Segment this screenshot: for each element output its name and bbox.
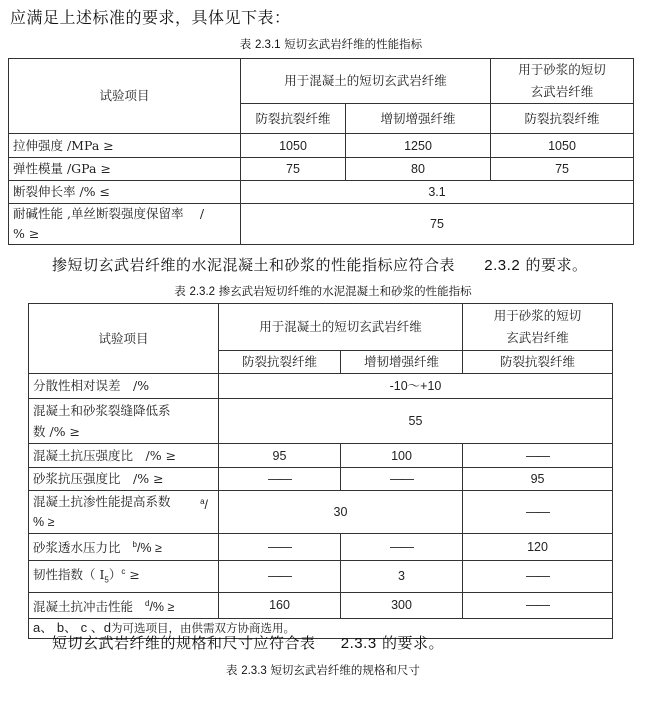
- row-label: [29, 561, 219, 593]
- cell-value: 1050: [241, 134, 346, 158]
- subscript: 5: [104, 575, 109, 585]
- row-label-mid: ）: [108, 567, 122, 583]
- table-row: [9, 158, 634, 181]
- row-label-tail: /% ≥: [136, 541, 162, 556]
- table-row: [9, 181, 634, 204]
- row-label-suffix: [200, 491, 208, 516]
- cell-value: ——: [219, 534, 341, 561]
- footnote-marker: d: [145, 598, 150, 608]
- header-sub-crack-resistant: 防裂抗裂纤维: [241, 104, 346, 134]
- row-label: 分散性相对误差 /%: [29, 374, 219, 399]
- row-label-line1: 耐碱性能 ,单丝断裂强度保留率 /: [13, 206, 205, 221]
- row-label: 砂浆抗压强度比 /% ≥: [29, 468, 219, 491]
- cell-value: 1250: [346, 134, 491, 158]
- cell-value-merged: 55: [219, 399, 613, 444]
- table-row: [29, 444, 613, 468]
- row-label: [29, 534, 219, 561]
- table-row: [29, 491, 613, 534]
- cell-value: ——: [219, 561, 341, 593]
- cell-value: 75: [491, 158, 634, 181]
- cell-value: ——: [341, 534, 463, 561]
- cell-value: 95: [463, 468, 613, 491]
- cell-value: 1050: [491, 134, 634, 158]
- row-label-line1: 混凝土和砂浆裂缝降低系: [33, 403, 171, 418]
- paragraph-text: 掺短切玄武岩纤维的水泥混凝土和砂浆的性能指标应符合表: [52, 256, 456, 274]
- row-label: [29, 592, 219, 618]
- cell-value: ——: [463, 561, 613, 593]
- caption-number: 2.3.3: [241, 665, 267, 677]
- header-concrete-group: 用于混凝土的短切玄武岩纤维: [241, 59, 491, 104]
- header-mortar-group: [491, 59, 634, 104]
- caption-number: 2.3.2: [189, 286, 216, 298]
- table2-caption: [0, 283, 654, 299]
- table-row: [29, 374, 613, 399]
- footnote-marker: a: [200, 497, 205, 506]
- header-sub-toughening: 增韧增强纤维: [341, 351, 463, 374]
- cell-value: ——: [341, 468, 463, 491]
- cell-value: ——: [463, 444, 613, 468]
- table-row: [9, 134, 634, 158]
- cell-value: 300: [341, 592, 463, 618]
- row-label-tail: ≥: [125, 567, 140, 583]
- footnote-marker: c: [121, 567, 126, 576]
- cell-value-merged: -10～+10: [219, 374, 613, 399]
- header-sub-crack-resistant: 防裂抗裂纤维: [219, 351, 341, 374]
- paragraph-text: 短切玄武岩纤维的规格和尺寸应符合表: [52, 634, 316, 652]
- cell-value: ——: [463, 592, 613, 618]
- caption-title: 短切玄武岩纤维的规格和尺寸: [270, 663, 420, 677]
- header-mortar-line2: 玄武岩纤维: [530, 84, 594, 99]
- header-test-item: 试验项目: [29, 304, 219, 374]
- intro-paragraph: [10, 5, 291, 28]
- table-row: [29, 468, 613, 491]
- cell-value: 95: [219, 444, 341, 468]
- row-label: 断裂伸长率 /% ≤: [9, 181, 241, 204]
- cell-value: 80: [346, 158, 491, 181]
- header-sub-crack-resistant-mortar: 防裂抗裂纤维: [491, 104, 634, 134]
- cell-value: 160: [219, 592, 341, 618]
- row-label: [29, 399, 219, 444]
- table3-caption: [0, 662, 654, 678]
- footnote-text: 为可选项目，由供需双方协商选用。: [111, 621, 296, 636]
- row-label-line2: % ≥: [33, 515, 55, 529]
- row-label-text: 砂浆透水压力比: [33, 540, 121, 556]
- caption-title: 短切玄武岩纤维的性能指标: [284, 37, 423, 51]
- paragraph-table2-reference: [52, 254, 587, 275]
- caption-title: 掺玄武岩短切纤维的水泥混凝土和砂浆的性能指标: [218, 284, 472, 298]
- header-sub-crack-resistant-mortar: 防裂抗裂纤维: [463, 351, 613, 374]
- paragraph-suffix: 的要求。: [525, 256, 588, 274]
- cell-value-merged: 75: [241, 204, 634, 245]
- footnote-letters: a、 b、 c 、d: [33, 620, 112, 636]
- table2-concrete-mortar-performance: [28, 303, 613, 639]
- row-label-text: 混凝土抗冲击性能: [33, 598, 134, 614]
- table-row: [29, 561, 613, 593]
- cell-value-merged: 3.1: [241, 181, 634, 204]
- cell-value-merged: 30: [219, 491, 463, 534]
- row-label-text: 混凝土抗渗性能提高系数: [33, 494, 171, 509]
- caption-prefix: 表: [239, 37, 252, 51]
- caption-prefix: 表: [226, 663, 238, 677]
- row-label-tail: /: [204, 498, 208, 513]
- footnote-marker: b: [132, 540, 137, 550]
- header-mortar-line2: 玄武岩纤维: [506, 330, 569, 345]
- table-reference: 2.3.2: [484, 257, 521, 274]
- caption-number: 2.3.1: [254, 39, 281, 51]
- row-label: [9, 204, 241, 245]
- header-test-item: 试验项目: [9, 59, 241, 134]
- cell-value: ——: [463, 491, 613, 534]
- table1-caption: [0, 36, 662, 52]
- table-row: [9, 204, 634, 245]
- row-label: [29, 491, 219, 534]
- table-row: [29, 592, 613, 618]
- row-label-line1: [33, 491, 214, 512]
- row-label: 拉伸强度 /MPa ≥: [9, 134, 241, 158]
- row-label: 混凝土抗压强度比 /% ≥: [29, 444, 219, 468]
- cell-value: ——: [219, 468, 341, 491]
- paragraph-suffix: 的要求。: [381, 634, 444, 652]
- row-label-line2: 数 /% ≥: [33, 424, 81, 439]
- table-row: [29, 399, 613, 444]
- header-concrete-group: 用于混凝土的短切玄武岩纤维: [219, 304, 463, 351]
- cell-value: 120: [463, 534, 613, 561]
- intro-text: 应满足上述标准的要求，具体见下表：: [10, 8, 291, 27]
- row-label-text: 韧性指数（ I: [33, 567, 105, 583]
- table-reference: 2.3.3: [340, 635, 377, 652]
- header-sub-toughening: 增韧增强纤维: [346, 104, 491, 134]
- cell-value: 3: [341, 561, 463, 593]
- header-mortar-line1: 用于砂浆的短切: [518, 62, 606, 77]
- table1-performance: [8, 58, 634, 245]
- cell-value: 75: [241, 158, 346, 181]
- header-mortar-group: [463, 304, 613, 351]
- paragraph-table3-reference: [52, 632, 444, 653]
- header-mortar-line1: 用于砂浆的短切: [493, 308, 582, 323]
- caption-prefix: 表: [174, 284, 186, 298]
- cell-value: 100: [341, 444, 463, 468]
- row-label-tail: /% ≥: [149, 599, 175, 614]
- table-row: [29, 534, 613, 561]
- row-label-line2: % ≥: [13, 226, 40, 241]
- row-label: 弹性模量 /GPa ≥: [9, 158, 241, 181]
